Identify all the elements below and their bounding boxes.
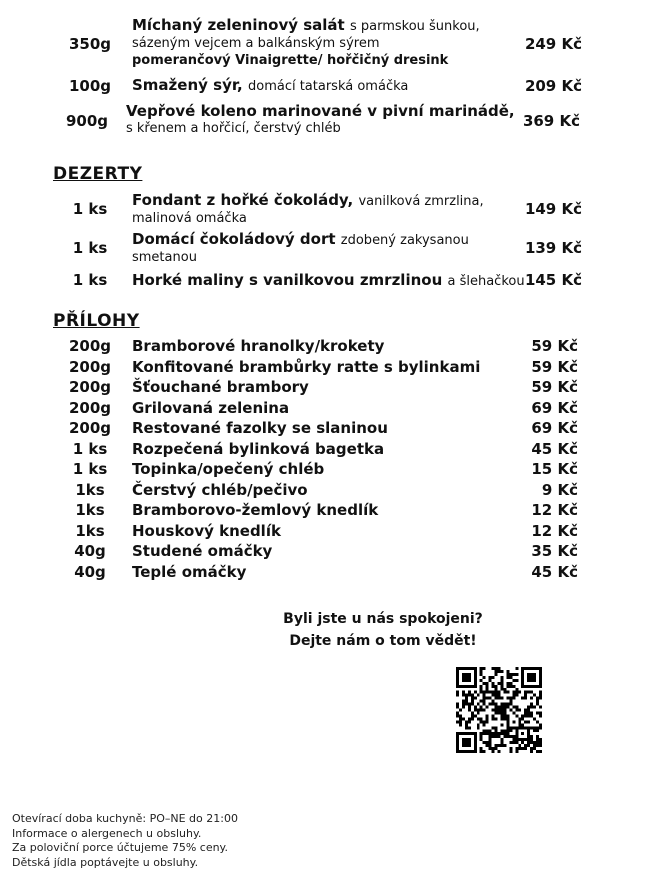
dish-desc-line: sázeným vejcem a balkánským sýrem: [132, 36, 380, 51]
feedback-line-1: Byli jste u nás spokojeni?: [283, 611, 483, 627]
dish-name: [132, 230, 522, 266]
side-name: Šťouchané brambory: [132, 378, 309, 396]
side-name: Studené omáčky: [132, 542, 273, 560]
price: 139 Kč: [524, 239, 582, 257]
price: 35 Kč: [531, 542, 578, 560]
qty: 900g: [65, 112, 109, 130]
dish-desc: zdobený zakysanou: [340, 233, 469, 248]
dish-title: Vepřové koleno marinované v pivní marinádě,: [126, 102, 515, 120]
footer-allergens: Informace o alergenech u obsluhy.: [12, 826, 202, 840]
qty: 40g: [74, 542, 106, 560]
feedback-text: [240, 608, 526, 652]
dish-title: Horké maliny s vanilkovou zmrzlinou: [132, 271, 443, 289]
side-name: Grilovaná zelenina: [132, 399, 290, 417]
dish-desc: a šlehačkou: [447, 274, 525, 289]
dish-name: [126, 102, 526, 137]
qty: 40g: [74, 563, 106, 581]
dish-desc-line: s křenem a hořčicí, čerstvý chléb: [126, 121, 341, 136]
price: 69 Kč: [531, 419, 578, 437]
price: 59 Kč: [531, 378, 578, 396]
qty: 200g: [68, 399, 112, 417]
price: 45 Kč: [531, 440, 578, 458]
price: 69 Kč: [531, 399, 578, 417]
footer-info: [12, 812, 238, 870]
qty: 350g: [68, 35, 112, 53]
price: 12 Kč: [531, 522, 578, 540]
qty: 100g: [68, 77, 112, 95]
dish-desc: vanilková zmrzlina,: [358, 194, 484, 209]
dish-name: [132, 16, 522, 69]
qty: 1ks: [75, 481, 105, 499]
qty: 1 ks: [72, 200, 108, 218]
dish-dressing: pomerančový Vinaigrette/ hořčičný dresink: [132, 53, 449, 68]
qty: 1 ks: [72, 440, 108, 458]
price: 59 Kč: [531, 358, 578, 376]
qty: 1 ks: [72, 239, 108, 257]
price: 145 Kč: [524, 271, 582, 289]
dish-desc-line: malinová omáčka: [132, 211, 247, 226]
price: 59 Kč: [531, 337, 578, 355]
dish-title: Míchaný zeleninový salát: [132, 16, 345, 34]
price: 12 Kč: [531, 501, 578, 519]
side-name: Topinka/opečený chléb: [132, 460, 325, 478]
qty: 1 ks: [72, 460, 108, 478]
section-title-sides: PŘÍLOHY: [53, 311, 140, 331]
side-name: Konfitované brambůrky ratte s bylinkami: [132, 358, 481, 376]
price: 45 Kč: [531, 563, 578, 581]
dish-title: Smažený sýr,: [132, 76, 243, 94]
price: 9 Kč: [541, 481, 578, 499]
qty: 1ks: [75, 522, 105, 540]
footer-hours: Otevírací doba kuchyně: PO–NE do 21:00: [12, 812, 238, 825]
footer-kids: Dětská jídla poptávejte u obsluhy.: [12, 855, 199, 869]
side-name: Teplé omáčky: [132, 563, 247, 581]
price: 249 Kč: [524, 35, 582, 53]
qty: 200g: [68, 378, 112, 396]
side-name: Bramborovo-žemlový knedlík: [132, 501, 379, 519]
dish-title: Fondant z hořké čokolády,: [132, 191, 354, 209]
dish-desc-line: smetanou: [132, 250, 197, 265]
dish-desc: s parmskou šunkou,: [349, 19, 480, 34]
dish-name: [132, 191, 522, 227]
dish-name: [132, 271, 532, 291]
footer-half-portion: Za poloviční porce účtujeme 75% ceny.: [12, 841, 228, 854]
section-title-desserts: DEZERTY: [53, 164, 143, 184]
qty: 200g: [68, 337, 112, 355]
qty: 200g: [68, 419, 112, 437]
side-name: Houskový knedlík: [132, 522, 281, 540]
qty: 1ks: [75, 501, 105, 519]
price: 149 Kč: [524, 200, 582, 218]
qty: 200g: [68, 358, 112, 376]
side-name: Restované fazolky se slaninou: [132, 419, 388, 437]
price: 15 Kč: [531, 460, 578, 478]
dish-title: Domácí čokoládový dort: [132, 230, 336, 248]
feedback-line-2: Dejte nám o tom vědět!: [289, 633, 477, 649]
qty: 1 ks: [72, 271, 108, 289]
price: 369 Kč: [522, 112, 580, 130]
side-name: Rozpečená bylinková bagetka: [132, 440, 385, 458]
price: 209 Kč: [524, 77, 582, 95]
side-name: Čerstvý chléb/pečivo: [132, 481, 308, 499]
dish-name: [132, 76, 522, 96]
dish-desc: domácí tatarská omáčka: [247, 79, 409, 94]
qr-code[interactable]: [456, 667, 542, 753]
side-name: Bramborové hranolky/krokety: [132, 337, 385, 355]
